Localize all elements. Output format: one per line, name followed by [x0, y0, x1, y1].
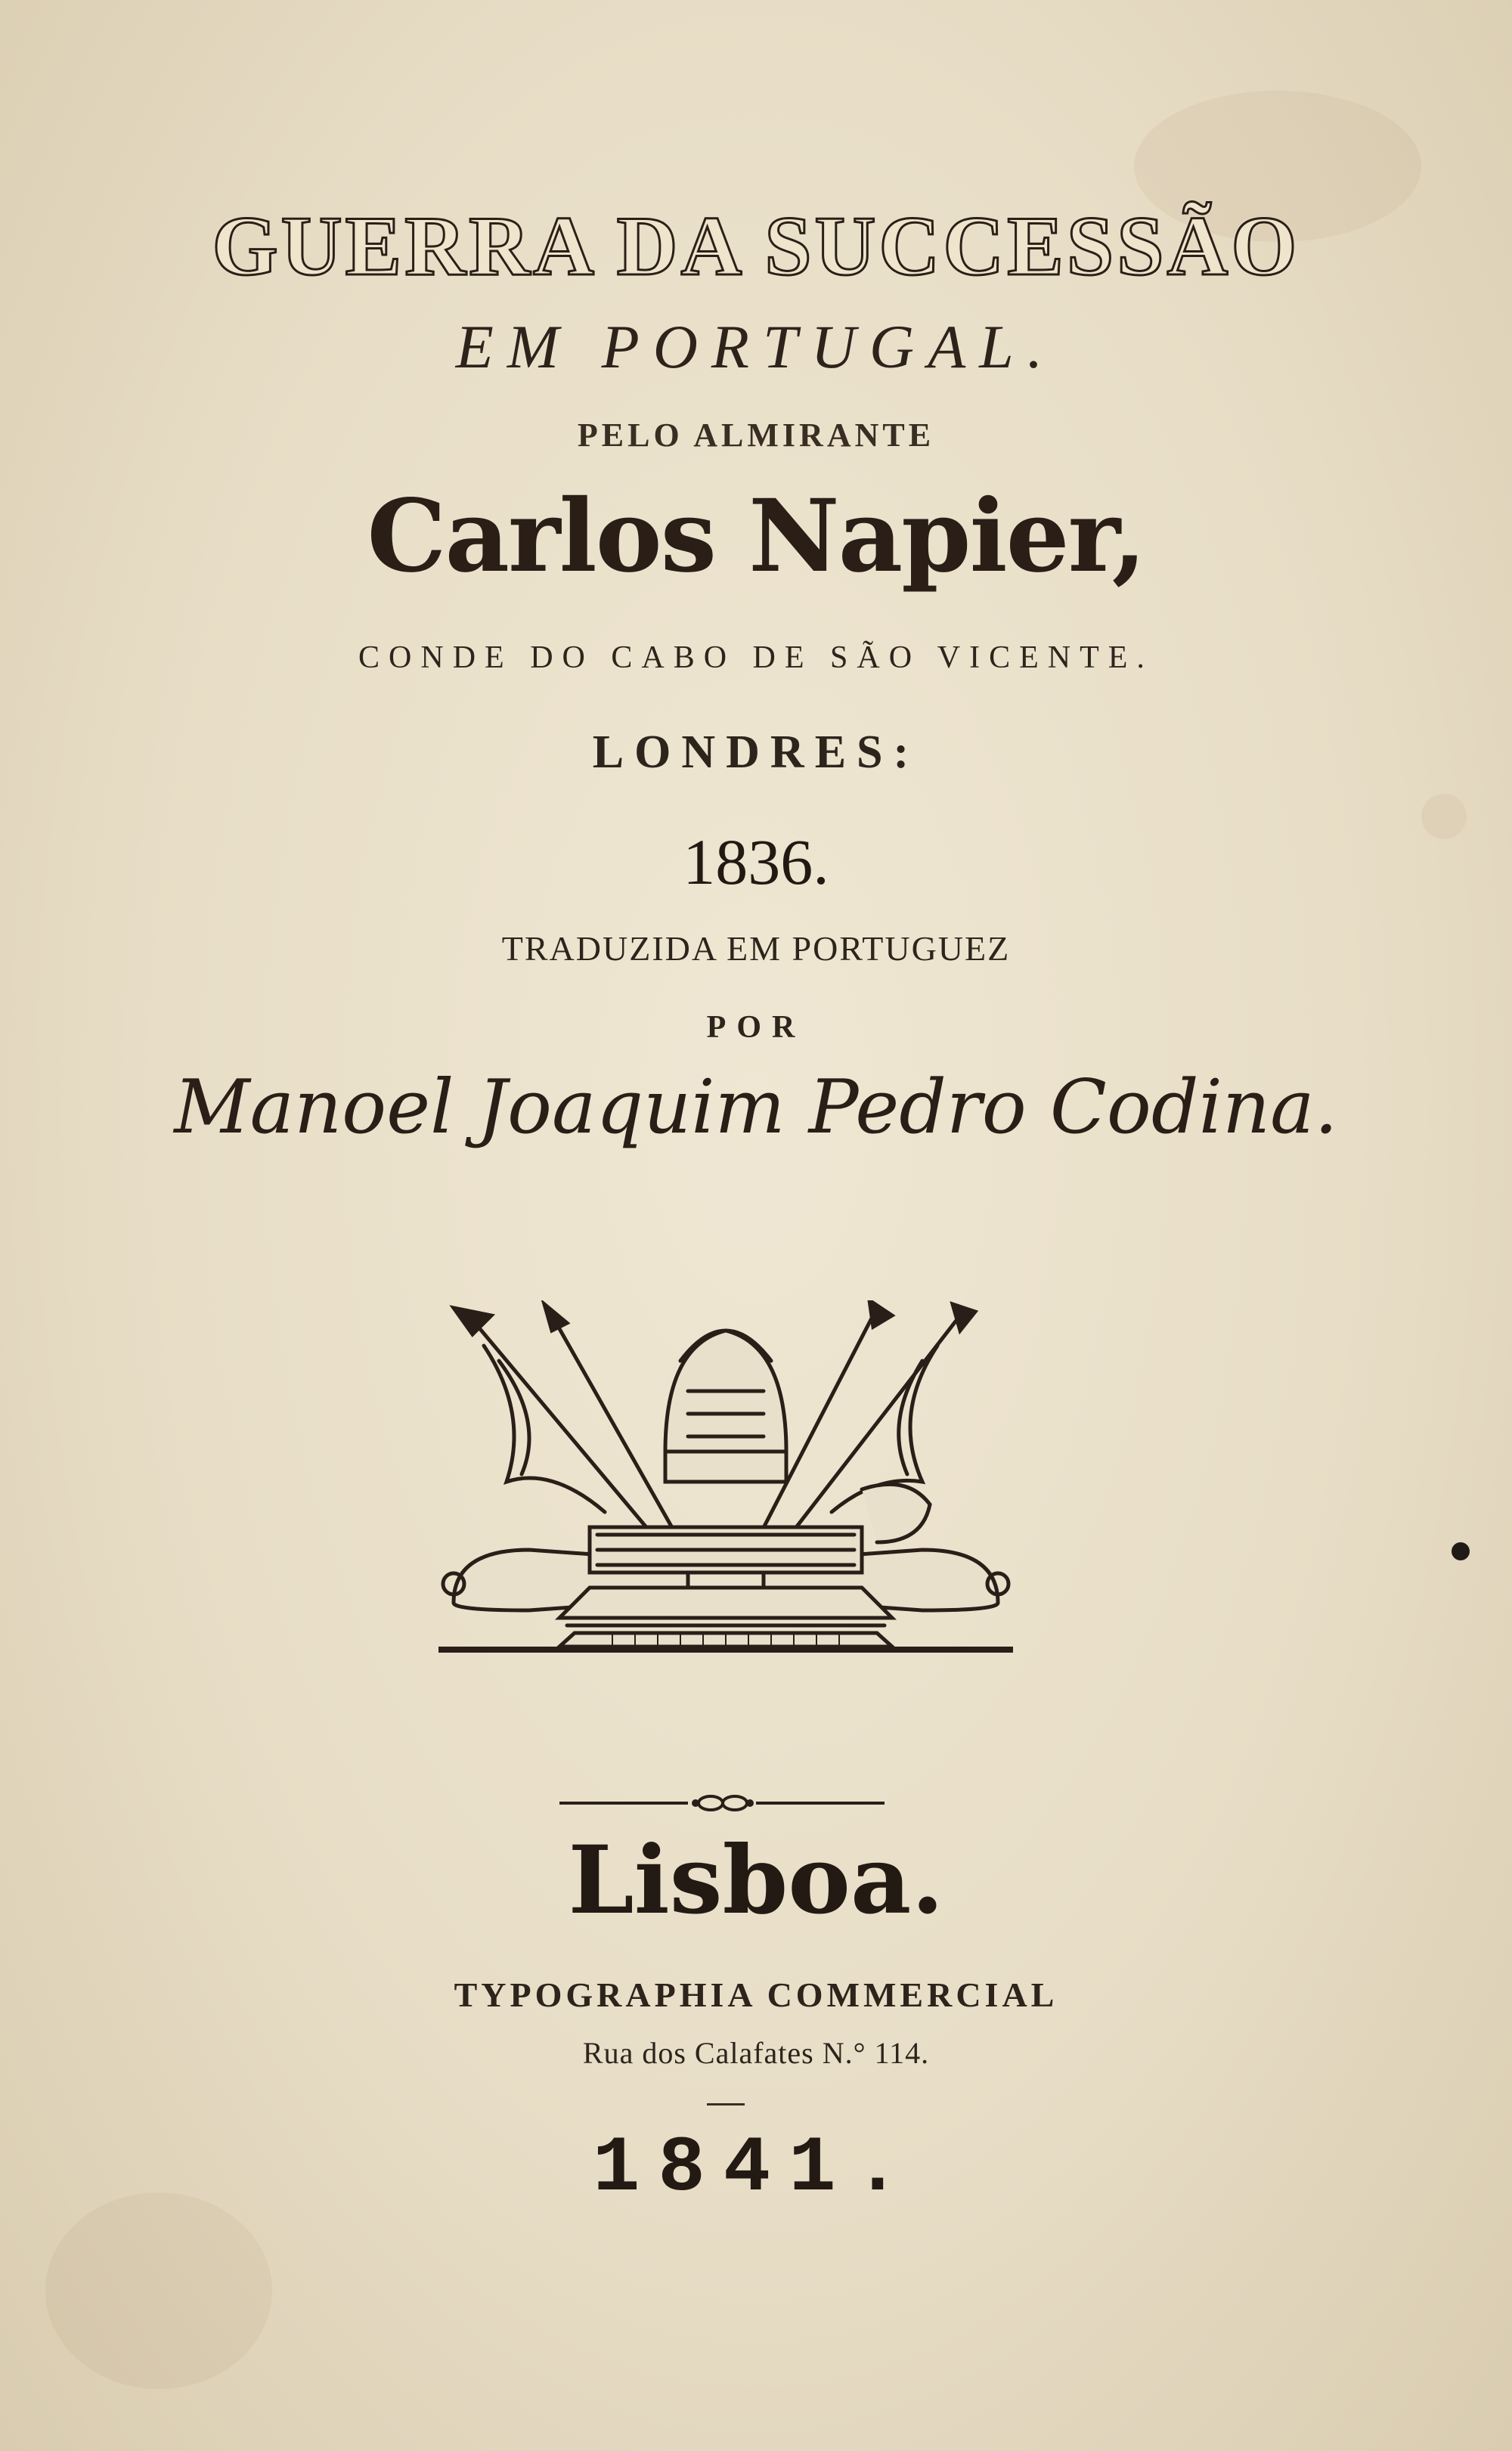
author-name: Carlos Napier,: [367, 478, 1145, 595]
book-title: GUERRA DA SUCCESSÃO: [212, 200, 1300, 293]
origin-city: LONDRES:: [592, 727, 920, 778]
translator-prefix: POR: [706, 1010, 806, 1045]
ink-spot: [1452, 1542, 1470, 1560]
publisher-address: Rua dos Calafates N.° 114.: [582, 2036, 930, 2070]
paper-stain: [45, 2192, 272, 2389]
ornamental-rule: [559, 1792, 885, 1814]
translator-name: Manoel Joaquim Pedro Codina.: [174, 1064, 1338, 1151]
translation-note: TRADUZIDA EM PORTUGUEZ: [501, 929, 1011, 968]
author-prefix: PELO ALMIRANTE: [577, 417, 935, 454]
author-title: CONDE DO CABO DE SÃO VICENTE.: [358, 640, 1154, 675]
publication-city: Lisboa.: [568, 1826, 944, 1935]
military-trophy-icon: [438, 1300, 1013, 1663]
origin-year: 1836.: [683, 826, 829, 898]
book-subtitle: EM PORTUGAL.: [455, 312, 1057, 381]
divider: [707, 2103, 745, 2106]
publication-year: 1841.: [592, 2124, 920, 2214]
publisher-name: TYPOGRAPHIA COMMERCIAL: [454, 1975, 1058, 2014]
